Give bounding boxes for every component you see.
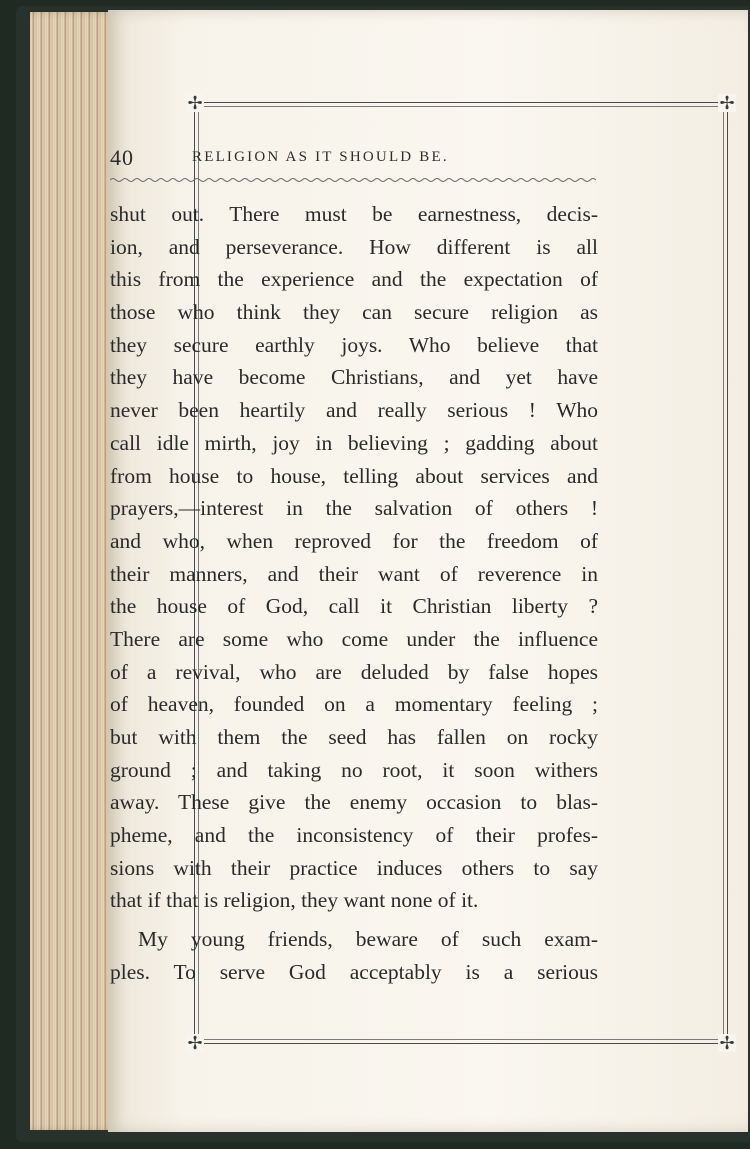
corner-ornament-icon: ✢ bbox=[719, 93, 735, 113]
text-line: ion, and perseverance. How different is all bbox=[110, 234, 598, 259]
text-line: of heaven, founded on a momentary feeling ; bbox=[110, 692, 598, 717]
text-line: they secure earthly joys. Who believe that bbox=[110, 332, 598, 357]
page-header bbox=[110, 145, 610, 175]
text-line: ground ; and taking no root, it soon withers bbox=[110, 757, 598, 782]
text-line: their manners, and their want of reverence in bbox=[110, 561, 598, 586]
text-line: shut out. There must be earnestness, decis- bbox=[110, 202, 598, 226]
text-line: the house of God, call it Christian liberty ? bbox=[110, 594, 598, 619]
text-line: My young friends, beware of such exam- bbox=[138, 927, 598, 952]
text-line: that if that is religion, they want none of it. bbox=[110, 888, 479, 913]
text-line: they have become Christians, and yet have bbox=[110, 365, 598, 390]
wavy-rule bbox=[110, 176, 596, 184]
text-line: prayers,—interest in the salvation of others ! bbox=[110, 496, 598, 521]
text-line: but with them the seed has fallen on rocky bbox=[110, 725, 598, 749]
text-line: this from the experience and the expectation of bbox=[110, 267, 598, 292]
text-line: call idle mirth, joy in believing ; gadding about bbox=[110, 430, 598, 455]
page-number: 40 bbox=[110, 145, 134, 170]
corner-ornament-icon: ✢ bbox=[187, 1033, 203, 1053]
text-line: from house to house, telling about services and bbox=[110, 463, 598, 488]
running-head: RELIGION AS IT SHOULD BE. bbox=[192, 149, 449, 165]
text-line: of a revival, who are deluded by false hopes bbox=[110, 659, 598, 684]
page-edges bbox=[30, 12, 120, 1130]
text-line: those who think they can secure religion as bbox=[110, 300, 598, 325]
text-line: sions with their practice induces others to say bbox=[110, 855, 598, 880]
text-line: never been heartily and really serious ! Who bbox=[110, 398, 598, 423]
text-line: pheme, and the inconsistency of their profes- bbox=[110, 823, 598, 848]
body-text bbox=[110, 198, 598, 989]
text-line: and who, when reproved for the freedom of bbox=[110, 528, 598, 553]
text-line: There are some who come under the influence bbox=[110, 626, 598, 651]
corner-ornament-icon: ✢ bbox=[187, 93, 203, 113]
text-line: ples. To serve God acceptably is a serious bbox=[110, 959, 598, 984]
corner-ornament-icon: ✢ bbox=[719, 1033, 735, 1053]
text-line: away. These give the enemy occasion to blas- bbox=[110, 790, 598, 815]
